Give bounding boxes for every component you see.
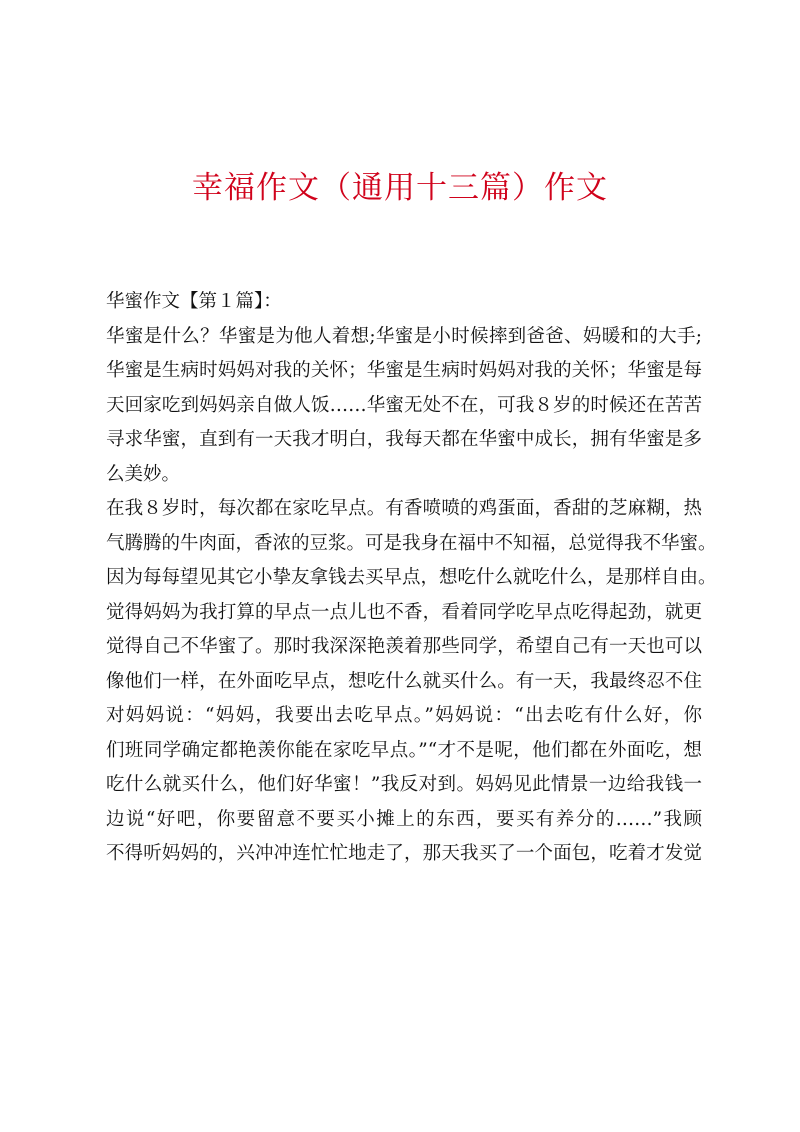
paragraph-line: 天回家吃到妈妈亲自做人饭……华蜜无处不在，可我８岁的时候还在苦苦 <box>106 394 702 416</box>
paragraph-line: 不得听妈妈的，兴冲冲连忙忙地走了，那天我买了一个面包，吃着才发觉 <box>106 843 702 864</box>
paragraph-line: 华蜜是什么？华蜜是为他人着想;华蜜是小时候摔到爸爸、妈暖和的大手; <box>106 325 702 347</box>
paragraph-line: 因为每每望见其它小挚友拿钱去买早点，想吃什么就吃什么，是那样自由。 <box>106 567 717 588</box>
paragraph-line: 觉得自己不华蜜了。那时我深深艳羡着那些同学，希望自己有一天也可以 <box>106 636 702 657</box>
paragraph-line: 们班同学确定都艳羡你能在家吃早点。”“才不是呢，他们都在外面吃，想 <box>106 739 702 761</box>
document-body <box>106 285 717 872</box>
paragraph-line: 气腾腾的牛肉面，香浓的豆浆。可是我身在福中不知福，总觉得我不华蜜。 <box>106 532 717 554</box>
paragraph-line: 寻求华蜜，直到有一天我才明白，我每天都在华蜜中成长，拥有华蜜是多 <box>106 429 702 450</box>
paragraph-line: 在我８岁时，每次都在家吃早点。有香喷喷的鸡蛋面，香甜的芝麻糊，热 <box>106 498 702 519</box>
paragraph-line: 对妈妈说：“妈妈，我要出去吃早点。”妈妈说：“出去吃有什么好，你 <box>106 705 702 726</box>
document-title: 幸福作文（通用十三篇）作文 <box>192 170 608 206</box>
paragraph-line: 像他们一样，在外面吃早点，想吃什么就买什么。有一天，我最终忍不住 <box>106 670 702 692</box>
paragraph-line: 么美妙。 <box>106 463 181 485</box>
paragraph-line: 吃什么就买什么，他们好华蜜！”我反对到。妈妈见此情景一边给我钱一 <box>106 774 702 795</box>
paragraph-line: 华蜜是生病时妈妈对我的关怀；华蜜是生病时妈妈对我的关怀；华蜜是每 <box>106 360 702 381</box>
section-heading: 华蜜作文【第１篇】： <box>106 291 282 312</box>
paragraph-line: 觉得妈妈为我打算的早点一点儿也不香，看着同学吃早点吃得起劲，就更 <box>106 601 702 623</box>
paragraph-line: 边说“好吧，你要留意不要买小摊上的东西，要买有养分的……”我顾 <box>106 808 702 830</box>
